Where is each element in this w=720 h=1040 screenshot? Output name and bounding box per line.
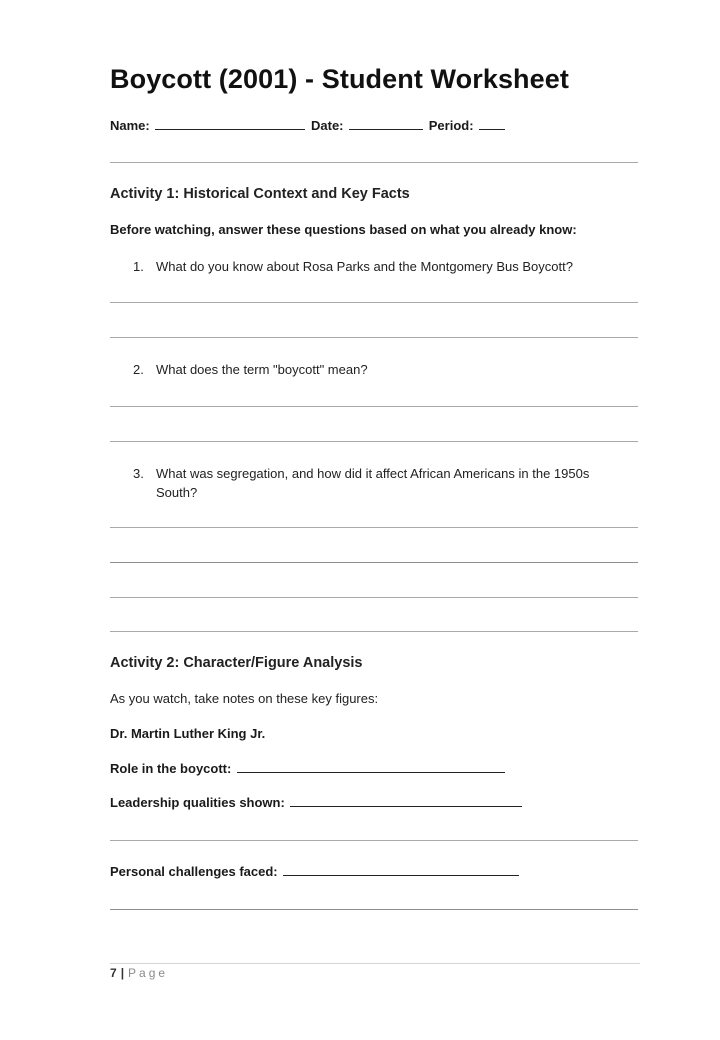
answer-line[interactable] — [110, 441, 638, 442]
activity1-instruction: Before watching, answer these questions based on what you already know: — [110, 222, 577, 237]
answer-line[interactable] — [110, 562, 638, 563]
header-divider — [110, 162, 638, 163]
page-title: Boycott (2001) - Student Worksheet — [110, 64, 569, 94]
question-number: 1. — [133, 259, 144, 274]
student-info-line — [110, 118, 507, 133]
role-blank[interactable] — [237, 762, 505, 773]
activity1-heading: Activity 1: Historical Context and Key Facts — [110, 186, 410, 202]
question-1 — [133, 257, 633, 276]
page-number: 7 — [110, 966, 117, 980]
answer-line[interactable] — [110, 337, 638, 338]
answer-line[interactable] — [110, 840, 638, 841]
leadership-label: Leadership qualities shown: — [110, 795, 285, 810]
question-number: 3. — [133, 466, 144, 481]
question-2 — [133, 360, 633, 379]
question-text: What do you know about Rosa Parks and the Montgomery Bus Boycott? — [156, 259, 573, 274]
activity2-instruction: As you watch, take notes on these key figures: — [110, 691, 379, 706]
period-blank[interactable] — [479, 119, 505, 130]
activity2-heading: Activity 2: Character/Figure Analysis — [110, 655, 363, 671]
period-label: Period: — [428, 118, 474, 133]
name-label: Name: — [110, 118, 150, 133]
answer-line[interactable] — [110, 631, 638, 632]
figure-name: Dr. Martin Luther King Jr. — [110, 726, 266, 741]
role-field — [110, 761, 507, 776]
date-blank[interactable] — [349, 119, 423, 130]
question-text: What was segregation, and how did it affect African Americans in the 1950s South? — [156, 466, 590, 500]
footer-separator: | — [120, 966, 125, 980]
date-label: Date: — [311, 118, 344, 133]
name-blank[interactable] — [155, 119, 305, 130]
footer-divider — [110, 963, 640, 964]
answer-line[interactable] — [110, 406, 638, 407]
role-label: Role in the boycott: — [110, 761, 232, 776]
challenges-field — [110, 864, 521, 879]
question-text: What does the term "boycott" mean? — [156, 362, 368, 377]
leadership-field — [110, 795, 524, 810]
leadership-blank[interactable] — [290, 796, 522, 807]
answer-line[interactable] — [110, 527, 638, 528]
challenges-label: Personal challenges faced: — [110, 864, 278, 879]
challenges-blank[interactable] — [283, 865, 519, 876]
answer-line[interactable] — [110, 302, 638, 303]
question-number: 2. — [133, 362, 144, 377]
answer-line[interactable] — [110, 597, 638, 598]
question-3 — [133, 464, 633, 502]
page-footer — [110, 966, 168, 980]
answer-line[interactable] — [110, 909, 638, 910]
page-word: Page — [128, 966, 169, 980]
